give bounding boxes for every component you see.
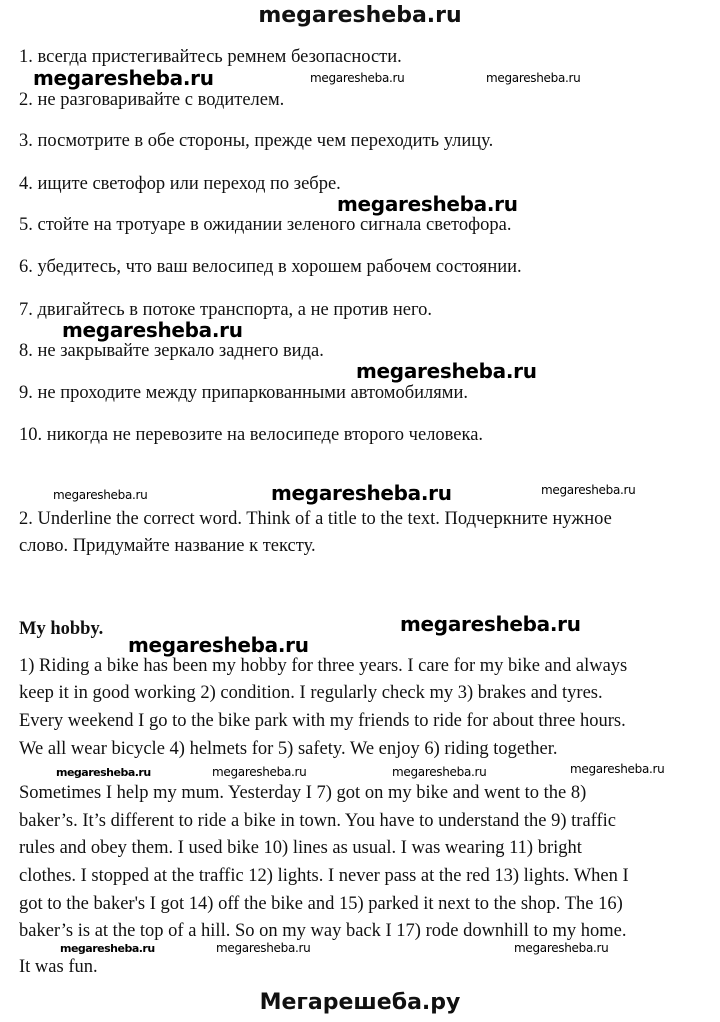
- task-instruction: слово. Придумайте название к тексту.: [19, 536, 316, 556]
- story-line: We all wear bicycle 4) helmets for 5) safety. We enjoy 6) riding together.: [19, 739, 558, 759]
- rule-item: 3. посмотрите в обе стороны, прежде чем переходить улицу.: [19, 131, 494, 151]
- watermark: megaresheba.ru: [310, 71, 405, 85]
- watermark: megaresheba.ru: [62, 318, 243, 342]
- story-line: got to the baker's I got 14) off the bike and 15) parked it next to the shop. The 16): [19, 894, 623, 914]
- watermark: megaresheba.ru: [271, 481, 452, 505]
- rule-item: 5. стойте на тротуаре в ожидании зеленого сигнала светофора.: [19, 215, 512, 235]
- watermark: megaresheba.ru: [212, 765, 307, 779]
- story-line: baker’s. It’s different to ride a bike in town. You have to understand the 9) traffic: [19, 811, 616, 831]
- story-title: My hobby.: [19, 619, 104, 639]
- watermark: megaresheba.ru: [392, 765, 487, 779]
- watermark: megaresheba.ru: [486, 71, 581, 85]
- watermark: megaresheba.ru: [60, 942, 155, 955]
- story-line: baker’s is at the top of a hill. So on my way back I 17) rode downhill to my home.: [19, 921, 627, 941]
- watermark: megaresheba.ru: [337, 192, 518, 216]
- task-instruction: 2. Underline the correct word. Think of a title to the text. Подчеркните нужное: [19, 509, 612, 529]
- site-footer: Мегарешеба.ру: [259, 990, 461, 1015]
- story-line: 1) Riding a bike has been my hobby for three years. I care for my bike and always: [19, 656, 628, 676]
- story-line: rules and obey them. I used bike 10) lines as usual. I was wearing 11) bright: [19, 838, 582, 858]
- watermark: megaresheba.ru: [53, 488, 148, 502]
- watermark: megaresheba.ru: [541, 483, 636, 497]
- story-line: It was fun.: [19, 957, 98, 977]
- story-line: clothes. I stopped at the traffic 12) lights. I never pass at the red 13) lights. When I: [19, 866, 629, 886]
- story-line: keep it in good working 2) condition. I regularly check my 3) brakes and tyres.: [19, 683, 603, 703]
- watermark: megaresheba.ru: [56, 766, 151, 779]
- watermark: megaresheba.ru: [514, 941, 609, 955]
- watermark: megaresheba.ru: [400, 612, 581, 636]
- watermark: megaresheba.ru: [356, 359, 537, 383]
- story-line: Every weekend I go to the bike park with my friends to ride for about three hours.: [19, 711, 626, 731]
- rule-item: 2. не разговаривайте с водителем.: [19, 90, 285, 110]
- watermark: megaresheba.ru: [128, 633, 309, 657]
- rule-item: 8. не закрывайте зеркало заднего вида.: [19, 341, 324, 361]
- site-header: megaresheba.ru: [258, 3, 462, 28]
- rule-item: 10. никогда не перевозите на велосипеде второго человека.: [19, 425, 484, 445]
- watermark: megaresheba.ru: [570, 762, 665, 776]
- rule-item: 6. убедитесь, что ваш велосипед в хорошем рабочем состоянии.: [19, 257, 522, 277]
- rule-item: 4. ищите светофор или переход по зебре.: [19, 174, 341, 194]
- rule-item: 9. не проходите между припаркованными автомобилями.: [19, 383, 469, 403]
- rule-item: 1. всегда пристегивайтесь ремнем безопасности.: [19, 47, 402, 67]
- rule-item: 7. двигайтесь в потоке транспорта, а не против него.: [19, 300, 432, 320]
- watermark: megaresheba.ru: [216, 941, 311, 955]
- story-line: Sometimes I help my mum. Yesterday I 7) got on my bike and went to the 8): [19, 783, 587, 803]
- watermark: megaresheba.ru: [33, 66, 214, 90]
